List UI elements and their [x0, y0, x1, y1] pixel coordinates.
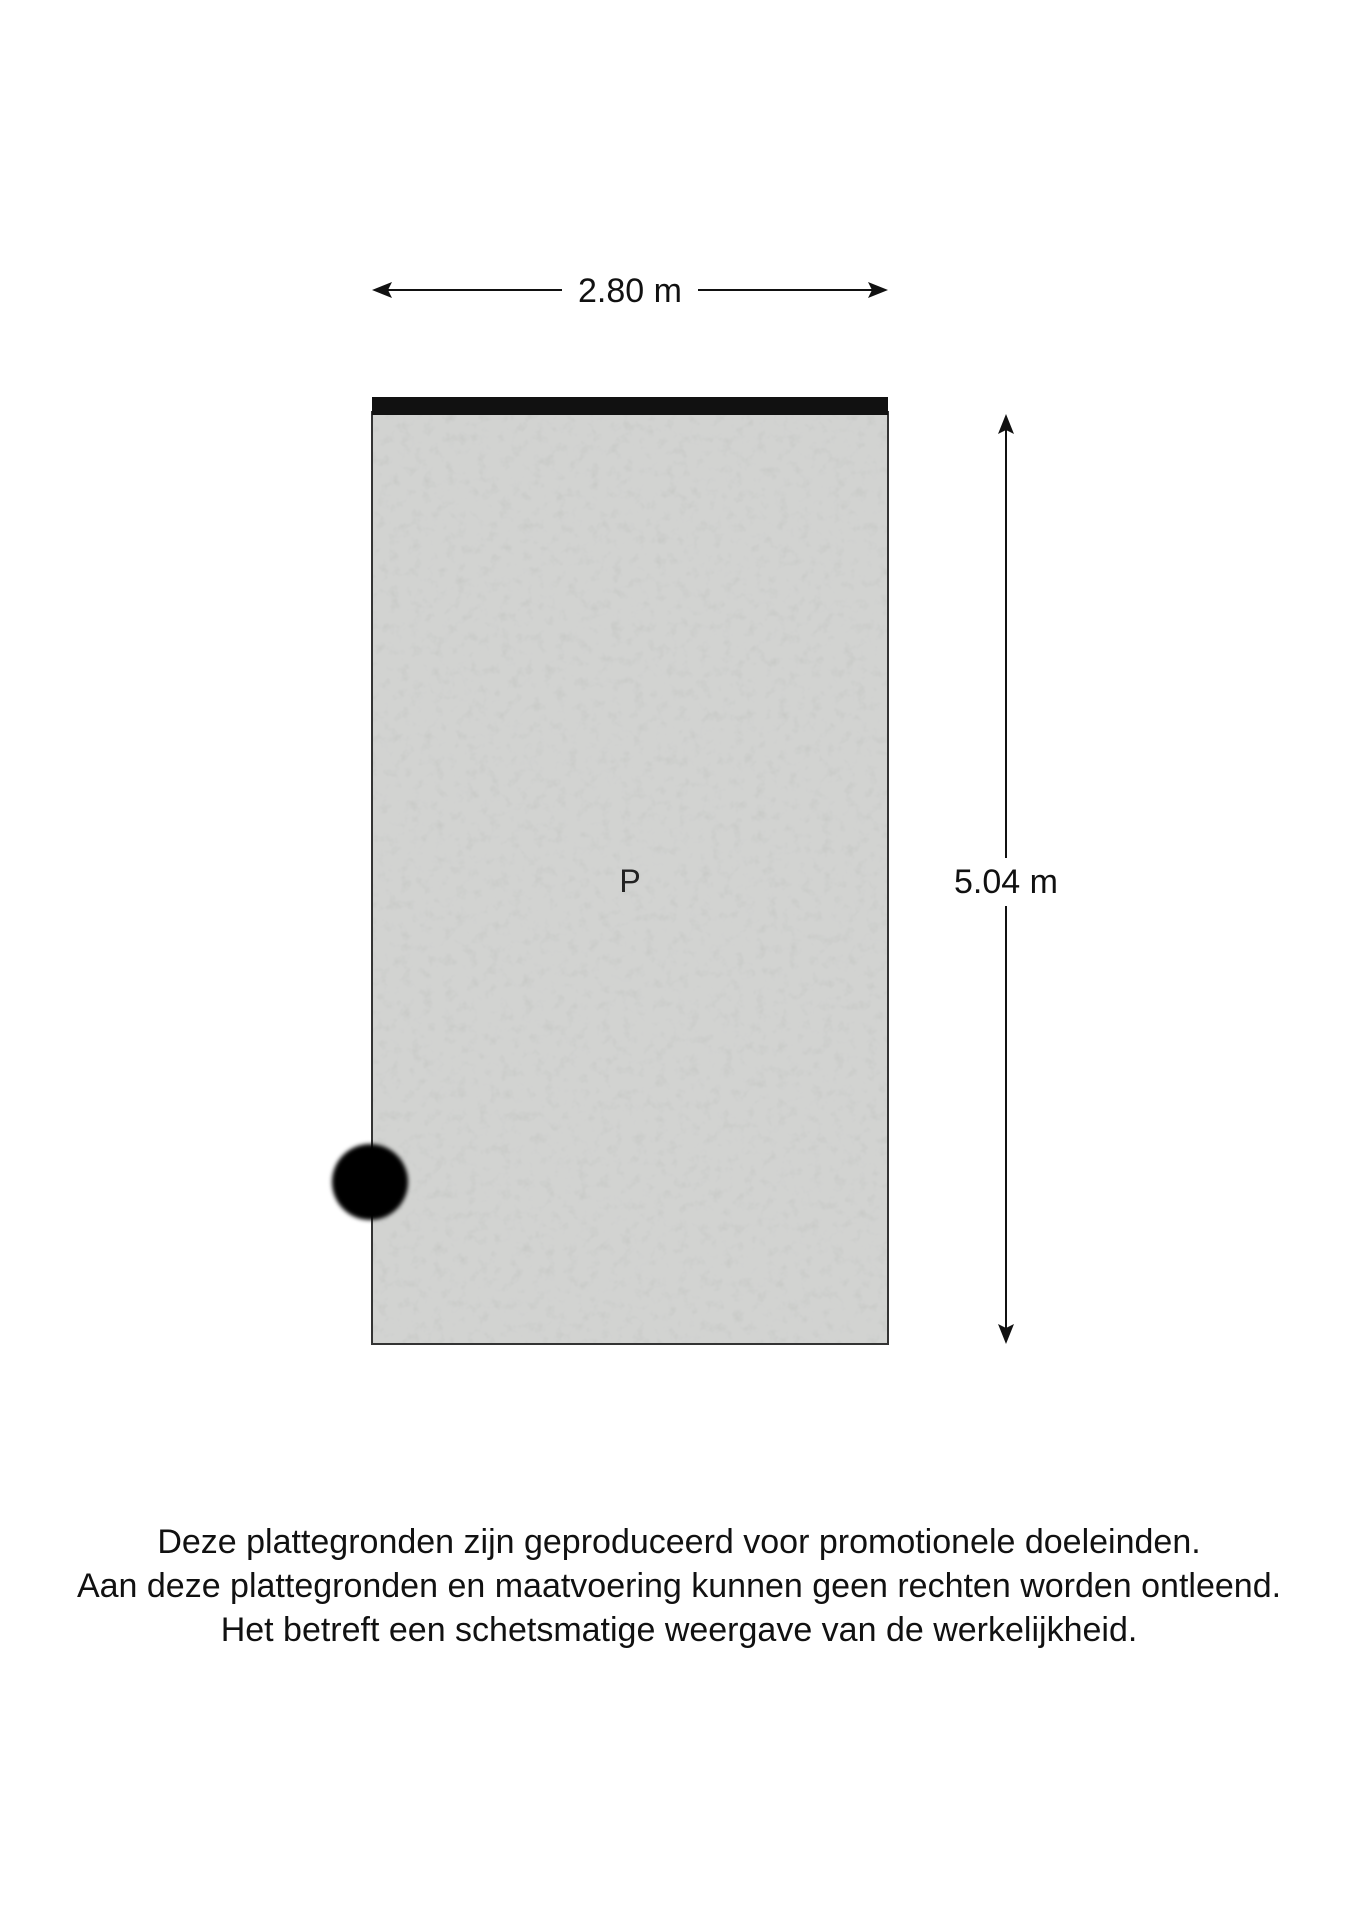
disclaimer [0, 1520, 1358, 1652]
width-dimension-label: 2.80 m [578, 272, 682, 310]
width-dimension [372, 272, 888, 310]
room-label: P [619, 863, 641, 899]
top-wall [372, 397, 888, 415]
disclaimer-line-1: Deze plattegronden zijn geproduceerd voor promotionele doeleinden. [157, 1523, 1201, 1561]
disclaimer-line-2: Aan deze plattegronden en maatvoering kunnen geen rechten worden ontleend. [76, 1567, 1282, 1605]
length-dimension [954, 414, 1058, 1344]
length-dimension-label: 5.04 m [954, 863, 1058, 901]
column-marker [332, 1144, 408, 1220]
disclaimer-line-3: Het betreft een schetsmatige weergave van de werkelijkheid. [220, 1611, 1138, 1649]
